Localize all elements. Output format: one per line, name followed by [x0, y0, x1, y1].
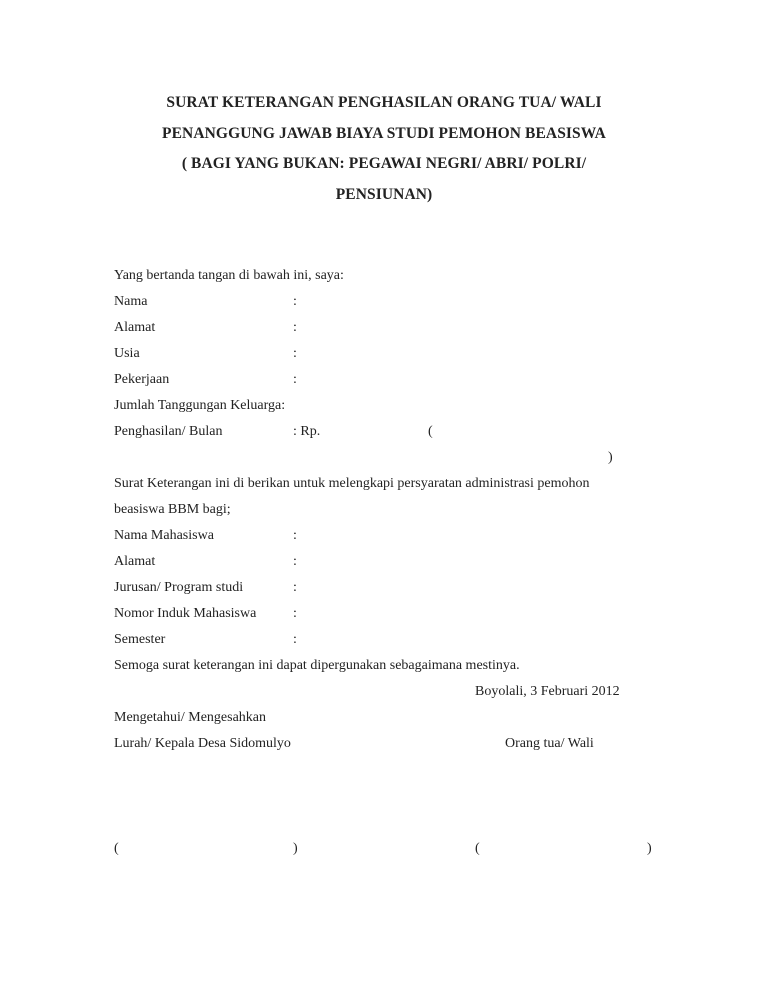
title-line-4: PENSIUNAN) [335, 185, 433, 203]
signature-left-close-paren: ) [293, 841, 298, 856]
purpose-text-line-1: Surat Keterangan ini di berikan untuk melengkapi persyaratan administrasi pemohon [114, 476, 590, 491]
parent-field-label-pekerjaan: Pekerjaan [114, 372, 170, 387]
student-field-label-nama: Nama Mahasiswa [114, 528, 214, 543]
student-field-colon-nim: : [293, 606, 297, 621]
student-field-label-semester: Semester [114, 632, 166, 647]
parent-field-colon-pekerjaan: : [293, 372, 297, 387]
parent-field-colon-usia: : [293, 346, 297, 361]
income-paren-open: ( [428, 424, 433, 439]
student-field-colon-semester: : [293, 632, 297, 647]
closing-text: Semoga surat keterangan ini dapat dipergunakan sebagaimana mestinya. [114, 658, 520, 673]
parent-field-label-usia: Usia [114, 346, 140, 361]
student-field-label-jurusan: Jurusan/ Program studi [114, 580, 244, 595]
parent-field-colon-penghasilan: : Rp. [293, 424, 321, 439]
student-field-colon-alamat: : [293, 554, 297, 569]
place-date: Boyolali, 3 Februari 2012 [475, 684, 620, 699]
signature-right-open-paren: ( [475, 841, 480, 856]
parent-field-label-nama: Nama [114, 294, 148, 309]
title-line-2: PENANGGUNG JAWAB BIAYA STUDI PEMOHON BEASISWA [162, 124, 606, 142]
parent-field-label-alamat: Alamat [114, 320, 156, 335]
student-field-colon-jurusan: : [293, 580, 297, 595]
parent-field-label-tanggungan: Jumlah Tanggungan Keluarga: [114, 398, 286, 413]
document-title [100, 88, 668, 210]
signer-right-label: Orang tua/ Wali [505, 736, 594, 751]
signer-left-label: Lurah/ Kepala Desa Sidomulyo [114, 736, 291, 751]
intro-text: Yang bertanda tangan di bawah ini, saya: [114, 268, 344, 283]
title-line-1: SURAT KETERANGAN PENGHASILAN ORANG TUA/ WALI [166, 94, 602, 111]
acknowledge-label: Mengetahui/ Mengesahkan [114, 710, 267, 725]
student-field-colon-nama: : [293, 528, 297, 543]
title-line-3: ( BAGI YANG BUKAN: PEGAWAI NEGRI/ ABRI/ POLRI/ [181, 155, 587, 172]
parent-field-label-penghasilan: Penghasilan/ Bulan [114, 424, 223, 439]
parent-field-colon-alamat: : [293, 320, 297, 335]
parent-field-colon-nama: : [293, 294, 297, 309]
student-field-label-alamat: Alamat [114, 554, 156, 569]
student-field-label-nim: Nomor Induk Mahasiswa [114, 606, 257, 621]
signature-right-close-paren: ) [647, 841, 652, 856]
signature-left-open-paren: ( [114, 841, 119, 856]
purpose-text-line-2: beasiswa BBM bagi; [114, 502, 231, 517]
income-paren-close: ) [608, 450, 613, 465]
